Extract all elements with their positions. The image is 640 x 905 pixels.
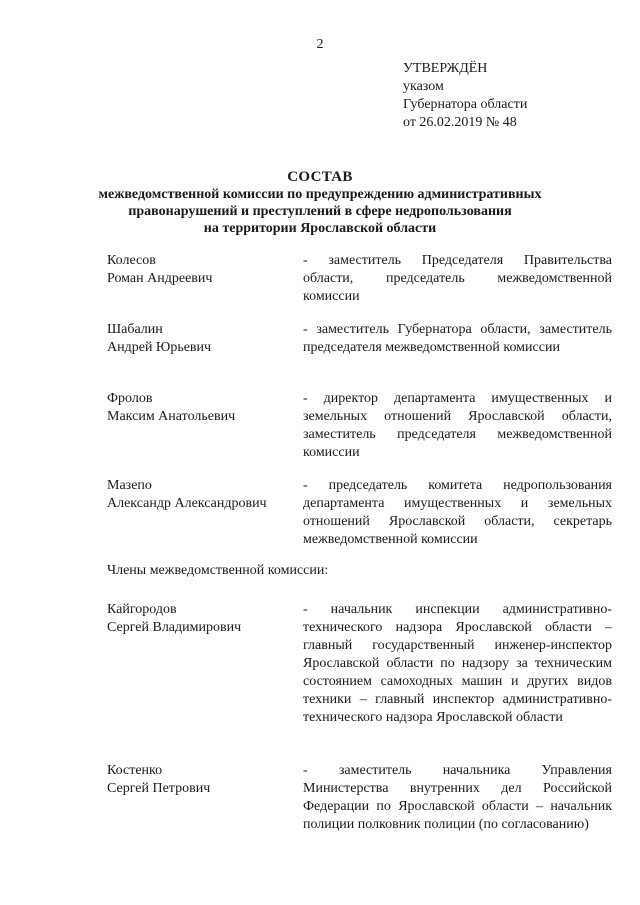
- member-role: - заместитель Губернатора области, заместитель председателя межведомственной комиссии: [303, 322, 612, 355]
- approval-line: Губернатора области: [403, 97, 528, 112]
- member-name: [107, 252, 297, 288]
- member-surname: Костенко: [107, 763, 163, 778]
- member-given-name: Александр Александрович: [107, 496, 267, 511]
- member-name: [107, 601, 297, 637]
- member-surname: Фролов: [107, 391, 153, 406]
- members-heading: Члены межведомственной комиссии:: [107, 563, 329, 578]
- approval-line: указом: [403, 79, 444, 94]
- member-role: - начальник инспекции административно-технического надзора Ярославской области – главный государственный инженер-инспектор Ярославской области по надзору за техническим состоянием самоходных машин и других видов техники – главный инспектор административно-технического надзора Ярославской области: [303, 602, 612, 725]
- member-name: [107, 762, 297, 798]
- member-name: [107, 390, 297, 426]
- title-line: на территории Ярославской области: [203, 221, 437, 236]
- title-line: межведомственной комиссии по предупреждению административных: [98, 187, 542, 202]
- member-role: - председатель комитета недропользования департамента имущественных и земельных отношений Ярославской области, секретарь межведомственной комиссии: [303, 478, 612, 547]
- member-surname: Шабалин: [107, 322, 163, 337]
- member-given-name: Сергей Владимирович: [107, 620, 242, 635]
- member-surname: Кайгородов: [107, 602, 177, 617]
- approval-line: УТВЕРЖДЁН: [403, 61, 488, 76]
- member-role: - директор департамента имущественных и земельных отношений Ярославской области, заместитель председателя межведомственной комиссии: [303, 391, 612, 460]
- member-given-name: Роман Андреевич: [107, 271, 213, 286]
- member-given-name: Максим Анатольевич: [107, 409, 236, 424]
- document-title: [0, 169, 640, 237]
- title-line: правонарушений и преступлений в сфере недропользования: [128, 204, 512, 219]
- title-heading: СОСТАВ: [287, 169, 353, 185]
- approval-stamp: [403, 60, 527, 132]
- member-given-name: Сергей Петрович: [107, 781, 211, 796]
- member-role: - заместитель Председателя Правительства области, председатель межведомственной комиссии: [303, 253, 612, 304]
- member-role: - заместитель начальника Управления Министерства внутренних дел Российской Федерации по Ярославской области – начальник полиции полковник полиции (по согласованию): [303, 763, 612, 832]
- member-name: [107, 477, 297, 513]
- page-number: 2: [316, 37, 324, 52]
- member-given-name: Андрей Юрьевич: [107, 340, 212, 355]
- member-surname: Колесов: [107, 253, 156, 268]
- approval-line: от 26.02.2019 № 48: [403, 115, 517, 130]
- member-name: [107, 321, 297, 357]
- member-surname: Мазепо: [107, 478, 152, 493]
